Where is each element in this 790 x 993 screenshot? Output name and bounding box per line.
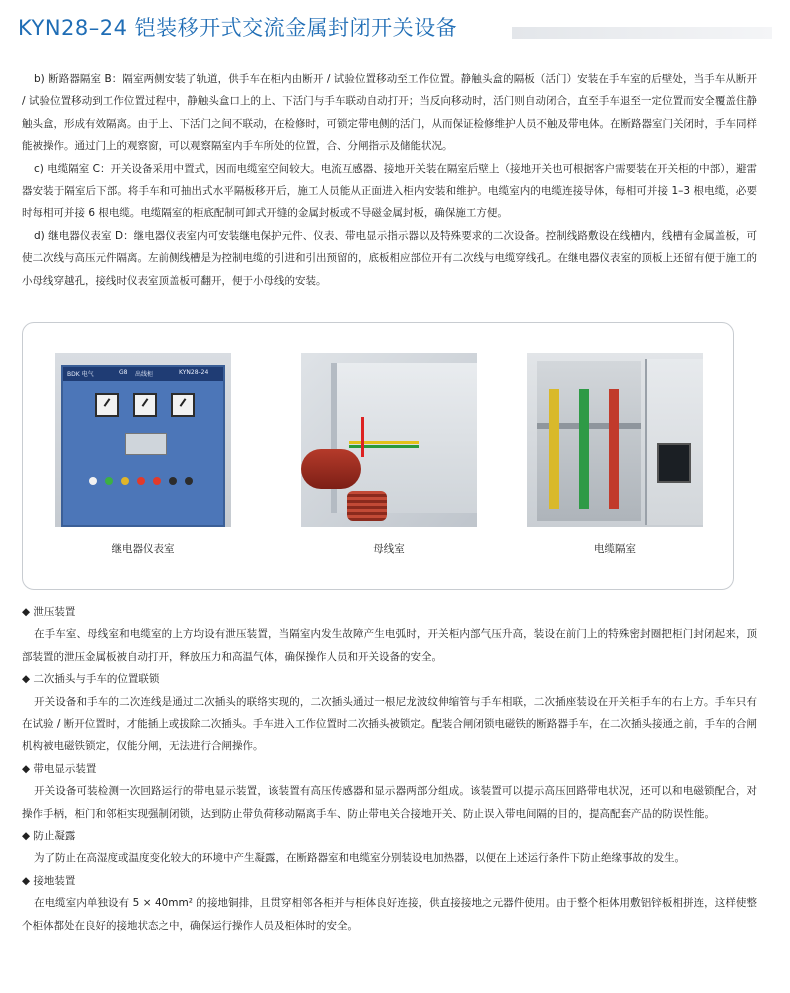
ammeter-icon xyxy=(133,393,157,417)
feature-body-secondary-plug-interlock: 开关设备和手车的二次连线是通过二次插头的联络实现的，二次插头通过一根尼龙波纹伸缩管与手车相联，二次插座装设在开关柜手车的右上方。手车只有在试验 / 断开位置时，才能插上或拔除二次插头。手车进入工作位置时二次插头被锁定。配装合闸闭锁电磁铁的断路器手车，在二次插头接通之前，手车的合闸机构被电磁铁锁定，仅能分闸，无法进行合闸操作。 xyxy=(22,695,757,753)
relay-panel-image xyxy=(61,365,225,527)
protection-relay-display xyxy=(125,433,167,455)
feature-heading-live-display: ◆ 带电显示装置 xyxy=(22,762,97,775)
yellow-wire xyxy=(349,441,419,444)
panel-nameplate xyxy=(63,367,223,381)
feature-body-pressure-relief: 在手车室、母线室和电缆室的上方均设有泄压装置，当隔室内发生故障产生电弧时，开关柜内部气压升高，装设在前门上的特殊密封圈把柜门封闭起来，顶部装置的泄压金属板被自动打开，释放压力和高温气体，确保操作人员和开关设备的安全。 xyxy=(22,628,757,663)
cable-room-caption: 电缆隔室 xyxy=(594,543,636,555)
cable-room-photo xyxy=(527,353,703,527)
phase-bar-green xyxy=(579,389,589,509)
indicator-light-icon xyxy=(121,477,129,485)
phase-bar-yellow xyxy=(549,389,559,509)
feature-heading-secondary-plug-interlock: ◆ 二次插头与手车的位置联锁 xyxy=(22,673,160,686)
indicator-light-icon xyxy=(89,477,97,485)
photo-gallery-card xyxy=(22,322,734,590)
ammeter-icon xyxy=(95,393,119,417)
panel-type: 出线柜 xyxy=(135,371,154,378)
page-header xyxy=(0,0,790,48)
feature-body-anti-condensation: 为了防止在高湿度或温度变化较大的环境中产生凝露，在断路器室和电缆室分别装设电加热器，以便在上述运行条件下防止绝缘事故的发生。 xyxy=(34,852,685,865)
ammeter-icon xyxy=(171,393,195,417)
feature-heading-pressure-relief: ◆ 泄压装置 xyxy=(22,606,76,618)
indicator-light-icon xyxy=(169,477,177,485)
feature-body-grounding: 在电缆室内单独设有 5 × 40mm² 的接地铜排，且贯穿相邻各柜并与柜体良好连接，供直接接地之元器件使用。由于整个柜体用敷铝锌板相拼连，这样使整个柜体都处在良好的接地状态之中，确保运行操作人员及柜体时的安全。 xyxy=(22,897,757,932)
page-title: KYN28–24 铠装移开式交流金属封闭开关设备 xyxy=(18,16,458,40)
paragraph-cable-room: c) 电缆隔室 C：开关设备采用中置式，因而电缆室空间较大。电流互感器、接地开关装在隔室后壁上（接地开关也可根据客户需要装在开关柜的中部），避雷器安装于隔室后下部。将手车和可抽出式水平隔板移开后，施工人员能从正面进入柜内安装和维护。电缆室内的电缆连接导体，每相可并接 1–3 根电缆，必要时每相可并接 6 根电缆。电缆隔室的柜底配制可卸式开缝的金属封板或不导磁金属封板，确保施工方便。 xyxy=(22,162,757,220)
busbar-room-photo xyxy=(301,353,477,527)
busbar-insulator xyxy=(301,449,361,489)
feature-body-live-display: 开关设备可装检测一次回路运行的带电显示装置，该装置有高压传感器和显示器两部分组成。该装置可以提示高压回路带电状况，还可以和电磁锁配合，对操作手柄，柜门和邻柜实现强制闭锁，达到防止带负荷移动隔离手车、防止带电关合接地开关、防止误入带电间隔的目的，提高配套产品的防误性能。 xyxy=(22,785,757,820)
indicator-light-icon xyxy=(105,477,113,485)
title-decorative-rule xyxy=(512,27,772,39)
indicator-light-icon xyxy=(137,477,145,485)
green-wire xyxy=(349,445,419,448)
paragraph-circuit-breaker-room: b) 断路器隔室 B：隔室两侧安装了轨道，供手车在柜内由断开 / 试验位置移动至工作位置。静触头盒的隔板（活门）安装在手车室的后壁处，当手车从断开 / 试验位置移动到工作位置过程中，静触头盒口上的上、下活门与手车联动自动打开；当反向移动时，活门则自动闭合，直至手车退至一定位置而安全覆盖住静触头盒，形成有效隔离。由于上、下活门之间不联动，在检修时，可锁定带电侧的活门，从而保证检修维护人员不触及带电体。在断路器室门关闭时，手车同样能被操作。通过门上的观察窗，可以观察隔室内手车所处的位置，合、分闸指示及储能状况。 xyxy=(22,73,757,153)
relay-room-photo xyxy=(55,353,231,527)
paragraph-relay-room: d) 继电器仪表室 D：继电器仪表室内可安装继电保护元件、仪表、带电显示指示器以及特殊要求的二次设备。控制线路敷设在线槽内，线槽有金属盖板，可使二次线与高压元件隔离。左前侧线槽是为控制电缆的引进和引出预留的，底板相应部位开有二次线与电缆穿线孔。在继电器仪表室的顶板上还留有便于施工的小母线穿越孔，接线时仪表室顶盖板可翻开，便于小母线的安装。 xyxy=(22,229,757,287)
panel-brand: BDK 电气 xyxy=(67,371,94,378)
features-section xyxy=(22,601,757,937)
panel-code: G8 xyxy=(119,369,128,376)
phase-bar-red xyxy=(609,389,619,509)
door-display-screen xyxy=(657,443,691,483)
bushing-sleeve xyxy=(347,491,387,521)
relay-room-caption: 继电器仪表室 xyxy=(111,543,175,555)
busbar-room-caption: 母线室 xyxy=(373,543,405,555)
indicator-light-icon xyxy=(153,477,161,485)
feature-heading-anti-condensation: ◆ 防止凝露 xyxy=(22,830,76,843)
red-wire xyxy=(361,417,364,457)
indicator-light-icon xyxy=(185,477,193,485)
cabinet-door xyxy=(645,359,703,525)
compartment-description xyxy=(22,68,757,292)
panel-model: KYN28-24 xyxy=(179,369,209,376)
feature-heading-grounding: ◆ 接地装置 xyxy=(22,874,76,887)
